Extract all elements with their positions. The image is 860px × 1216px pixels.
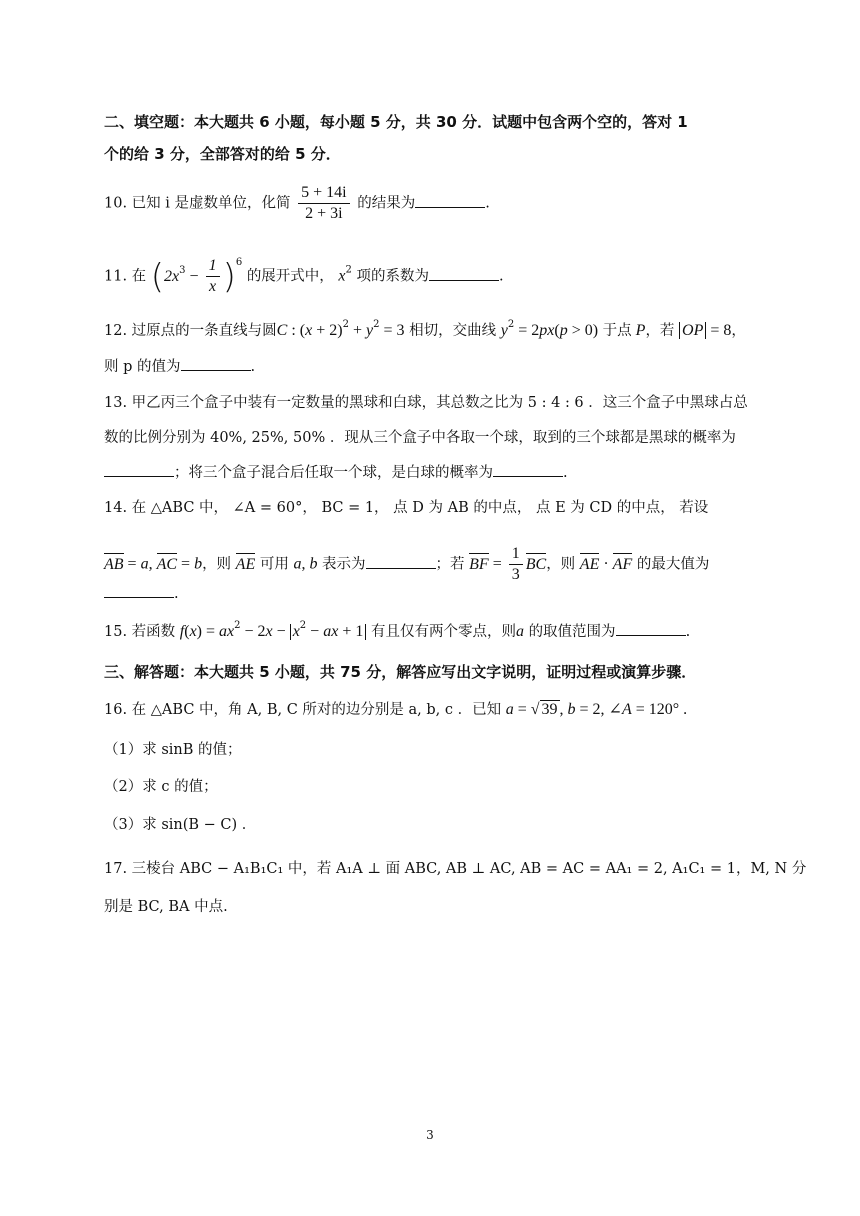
answer-blank [104,462,174,477]
vector-ab: AB [104,553,124,575]
answer-blank [181,356,251,371]
question-17-line2: 别是 BC, BA 中点. [104,899,228,915]
question-12-text-a: 过原点的一条直线与圆 [131,323,277,339]
period: . [499,268,504,285]
question-12-line1: 12. 过原点的一条直线与圆C : $(x + 2)^2 + y^2 = 3$ 相切，交曲线 $y^2 = 2px(p > 0)$ 于点 P，若 OP = 8， [104,319,746,339]
question-14-line2: AB = a, AC = b，则 AE 可用 a, b 表示为 ；若 BF = $\frac{1}{3}$ BC，则 AE · AF 的最大值为 [104,545,710,583]
question-16-number: 16. [104,702,128,718]
question-17-line1-text: 三棱台 ABC − A₁B₁C₁ 中，若 A₁A ⊥ 面 ABC, AB ⊥ AC, AB = AC = AA₁ = 2, A₁C₁ = 1，M, N 分 [131,861,807,877]
question-13-line3 [104,462,756,483]
section-2-heading-line1: 二、填空题：本大题共 6 小题，每小题 5 分，共 30 分．试题中包含两个空的，答对 1 [104,113,688,131]
fraction-numerator: 5 + 14i [298,183,349,204]
question-16-part-2: （2）求 c 的值； [104,779,218,795]
answer-blank [493,462,563,477]
given-values: a = √ 39 , b = 2, ∠A = 120° . [505,701,688,718]
question-17-line1 [104,859,807,879]
period: . [485,195,490,212]
question-11-text-b: 的展开式中， [246,268,334,285]
question-16-part-1: （1）求 sinB 的值； [104,742,242,758]
question-11-text-c: 项的系数为 [356,268,430,285]
section-2-heading-line2: 个的给 3 分，全部答对的给 5 分． [104,145,341,163]
period: . [685,624,691,640]
fraction-denominator: 2 + 3i [305,205,343,222]
answer-blank [415,193,485,208]
question-12-number: 12. [104,323,128,339]
question-17-number: 17. [104,861,128,877]
op-length: OP [679,322,706,339]
question-11-text-a: 在 [131,268,147,285]
question-15-text-a: 若函数 [131,624,176,640]
circle-equation: C [276,322,288,339]
question-16-text-a: 在 △ABC 中，角 A, B, C 所对的边分别是 a, b, c ．已知 [131,702,502,718]
period: . [174,586,179,602]
answer-blank [616,621,686,636]
period: . [563,465,568,481]
question-14-number: 14. [104,500,128,516]
question-12-text-d: ，若 [645,323,675,339]
parabola-equation: y [500,322,508,339]
x-squared-term: x [338,267,346,285]
vector-ae: AE [236,553,256,575]
question-10 [104,183,756,224]
question-13-line3-text: ；将三个盒子混合后任取一个球，是白球的概率为 [174,465,493,481]
question-11-number: 11. [104,268,128,285]
question-13-number: 13. [104,395,128,411]
answer-blank [366,554,436,569]
binomial-expression: ($2x^3$ − $\frac{1}{x}$ )$^6$ [150,256,243,297]
question-10-number: 10. [104,195,128,212]
page-number: 3 [426,1128,434,1142]
question-16 [104,700,756,720]
vector-ae-dot-af: AE [580,553,600,575]
vector-bf: BF [469,553,489,575]
question-13-line1-text: 甲乙丙三个盒子中装有一定数量的黑球和白球，其总数之比为 5 : 4 : 6 ．这三个盒子中黑球占总 [131,395,748,411]
answer-blank [104,583,174,598]
function-expression: $f(x) = ax^2 - 2x - x^2$ − ax + 1 [180,624,367,640]
period: . [250,359,256,375]
question-14-line1-text: 在 △ABC 中， ∠A = 60°， BC = 1， 点 D 为 AB 的中点， 点 E 为 CD 的中点， 若设 [131,500,709,516]
question-14-line3 [104,583,756,604]
question-15: 15. 若函数 $f(x) = ax^2 - 2x - x^2$ − ax + 1 有且仅有两个零点，则a 的取值范围为 . [104,620,691,640]
question-12-text-c: 于点 [602,323,632,339]
section-3-heading: 三、解答题：本大题共 5 小题，共 75 分，解答应写出文字说明，证明过程或演算步骤． [104,663,697,681]
question-13-line1 [104,393,756,413]
question-11: 11. 在 ($2x^3$ − $\frac{1}{x}$ )$^6$ 的展开式中， $x^2$ 项的系数为 . [104,256,504,297]
question-10-text-b: 的结果为 [357,195,416,212]
question-12-line2 [104,356,756,377]
question-13-line2: 数的比例分别为 40%, 25%, 50% ．现从三个盒子中各取一个球，取到的三个球都是黑球的概率为 [104,430,736,446]
question-15-number: 15. [104,624,128,640]
question-14-line1 [104,498,756,518]
question-10-text-a: 已知 i 是虚数单位，化简 [131,195,291,212]
answer-blank [429,266,499,281]
question-12-text-b: 相切，交曲线 [409,323,497,339]
question-12-line2-text: 则 p 的值为 [104,359,181,375]
question-10-fraction [298,183,349,224]
question-16-part-3: （3）求 sin(B − C) ． [104,817,257,833]
